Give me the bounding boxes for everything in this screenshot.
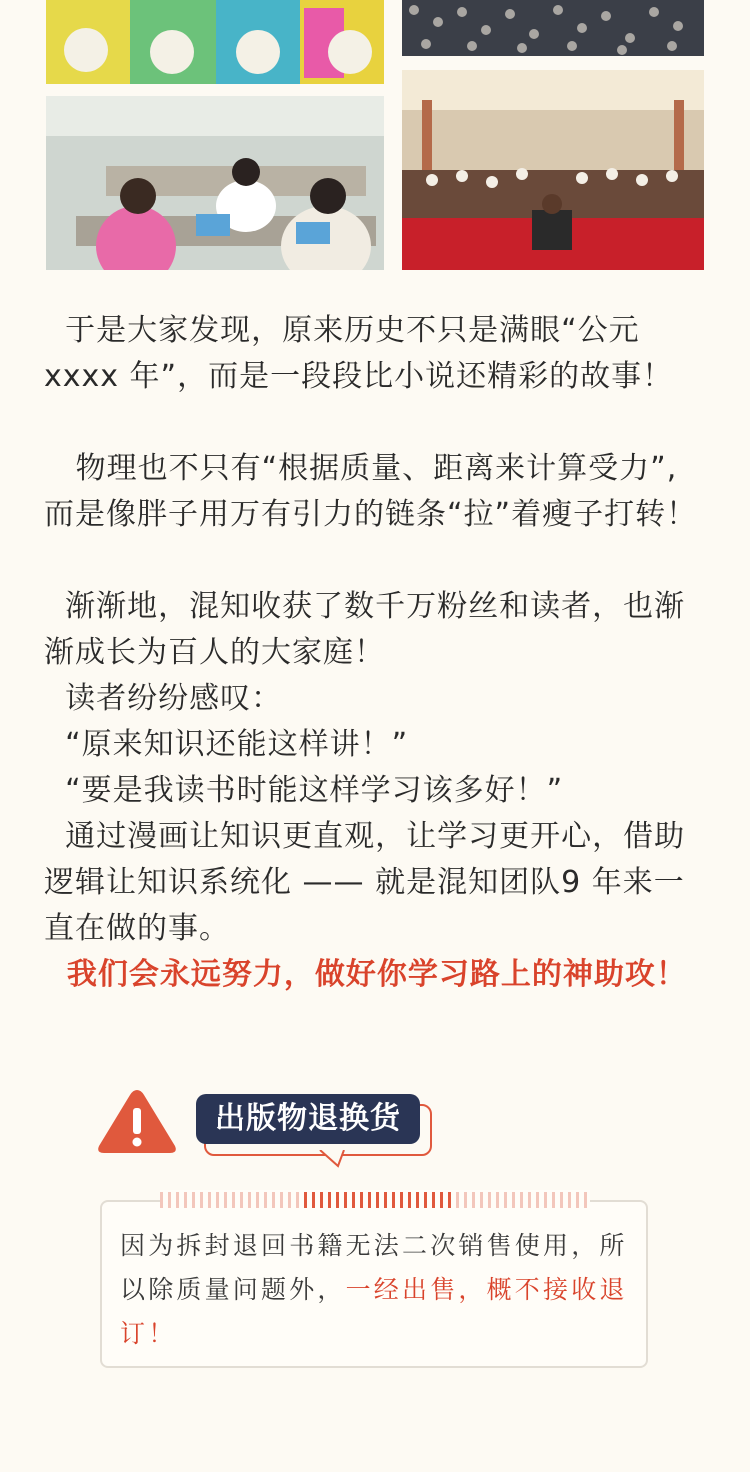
auditorium-photo	[402, 70, 704, 270]
stripe	[544, 1192, 547, 1208]
stripe	[488, 1192, 491, 1208]
return-policy-badge	[196, 1094, 430, 1168]
decorative-stripes	[160, 1190, 590, 1210]
stripe	[424, 1192, 427, 1208]
stripe	[368, 1192, 371, 1208]
stripe	[520, 1192, 523, 1208]
stripe	[432, 1192, 435, 1208]
stripe	[160, 1192, 163, 1208]
books-photo	[46, 0, 384, 84]
article-paragraph: 渐渐地，混知收获了数千万粉丝和读者，也渐渐成长为百人的大家庭！	[44, 589, 686, 670]
warning-icon	[96, 1086, 178, 1156]
slogan-paragraph: 我们会永远努力，做好你学习路上的神助攻！	[44, 957, 687, 992]
notice-text-normal: 因为拆封退回书籍无法二次销售使用，所以除质量问题外，	[120, 1231, 628, 1304]
reader-quote: “要是我读书时能这样学习该多好！”	[44, 773, 564, 808]
article-paragraph: 读者纷纷感叹：	[44, 681, 283, 716]
stripe	[344, 1192, 347, 1208]
stripe	[568, 1192, 571, 1208]
stripe	[512, 1192, 515, 1208]
article-paragraph: 于是大家发现，原来历史不只是满眼“公元 xxxx 年”，而是一段段比小说还精彩的故事！	[44, 313, 674, 394]
article-paragraph: 通过漫画让知识更直观，让学习更开心，借助逻辑让知识系统化 —— 就是混知团队9 年来一直在做的事。	[44, 819, 686, 946]
stripe	[576, 1192, 579, 1208]
crowd-photo	[402, 0, 704, 56]
stripe	[312, 1192, 315, 1208]
notice-text-highlight: 一经出售，概不接收退订！	[120, 1275, 628, 1348]
stripe	[552, 1192, 555, 1208]
stripe	[448, 1192, 451, 1208]
stripe	[256, 1192, 259, 1208]
classroom-photo	[46, 96, 384, 270]
stripe	[208, 1192, 211, 1208]
stripe	[456, 1192, 459, 1208]
stripe	[200, 1192, 203, 1208]
stripe	[272, 1192, 275, 1208]
stripe	[464, 1192, 467, 1208]
stripe	[504, 1192, 507, 1208]
stripe	[392, 1192, 395, 1208]
stripe	[472, 1192, 475, 1208]
badge-label: 出版物退换货	[196, 1094, 420, 1144]
stripe	[192, 1192, 195, 1208]
stripe	[480, 1192, 483, 1208]
stripe	[288, 1192, 291, 1208]
stripe	[304, 1192, 307, 1208]
stripe	[536, 1192, 539, 1208]
stripe	[360, 1192, 363, 1208]
stripe	[416, 1192, 419, 1208]
stripe	[376, 1192, 379, 1208]
stripe	[496, 1192, 499, 1208]
stripe	[296, 1192, 299, 1208]
stripe	[584, 1192, 587, 1208]
stripe	[224, 1192, 227, 1208]
stripe	[560, 1192, 563, 1208]
stripe	[168, 1192, 171, 1208]
stripe	[440, 1192, 443, 1208]
stripe	[528, 1192, 531, 1208]
stripe	[184, 1192, 187, 1208]
stripe	[352, 1192, 355, 1208]
stripe	[336, 1192, 339, 1208]
stripe	[216, 1192, 219, 1208]
article-paragraph: 物理也不只有“根据质量、距离来计算受力”,而是像胖子用万有引力的链条“拉”着瘦子打转！	[44, 451, 698, 532]
stripe	[384, 1192, 387, 1208]
stripe	[328, 1192, 331, 1208]
stripe	[400, 1192, 403, 1208]
stripe	[408, 1192, 411, 1208]
stripe	[320, 1192, 323, 1208]
notice-text	[120, 1224, 630, 1356]
stripe	[280, 1192, 283, 1208]
speech-tail-icon	[318, 1150, 358, 1168]
stripe	[264, 1192, 267, 1208]
stripe	[232, 1192, 235, 1208]
reader-quote: “原来知识还能这样讲！”	[44, 727, 409, 762]
stripe	[248, 1192, 251, 1208]
stripe	[240, 1192, 243, 1208]
stripe	[176, 1192, 179, 1208]
